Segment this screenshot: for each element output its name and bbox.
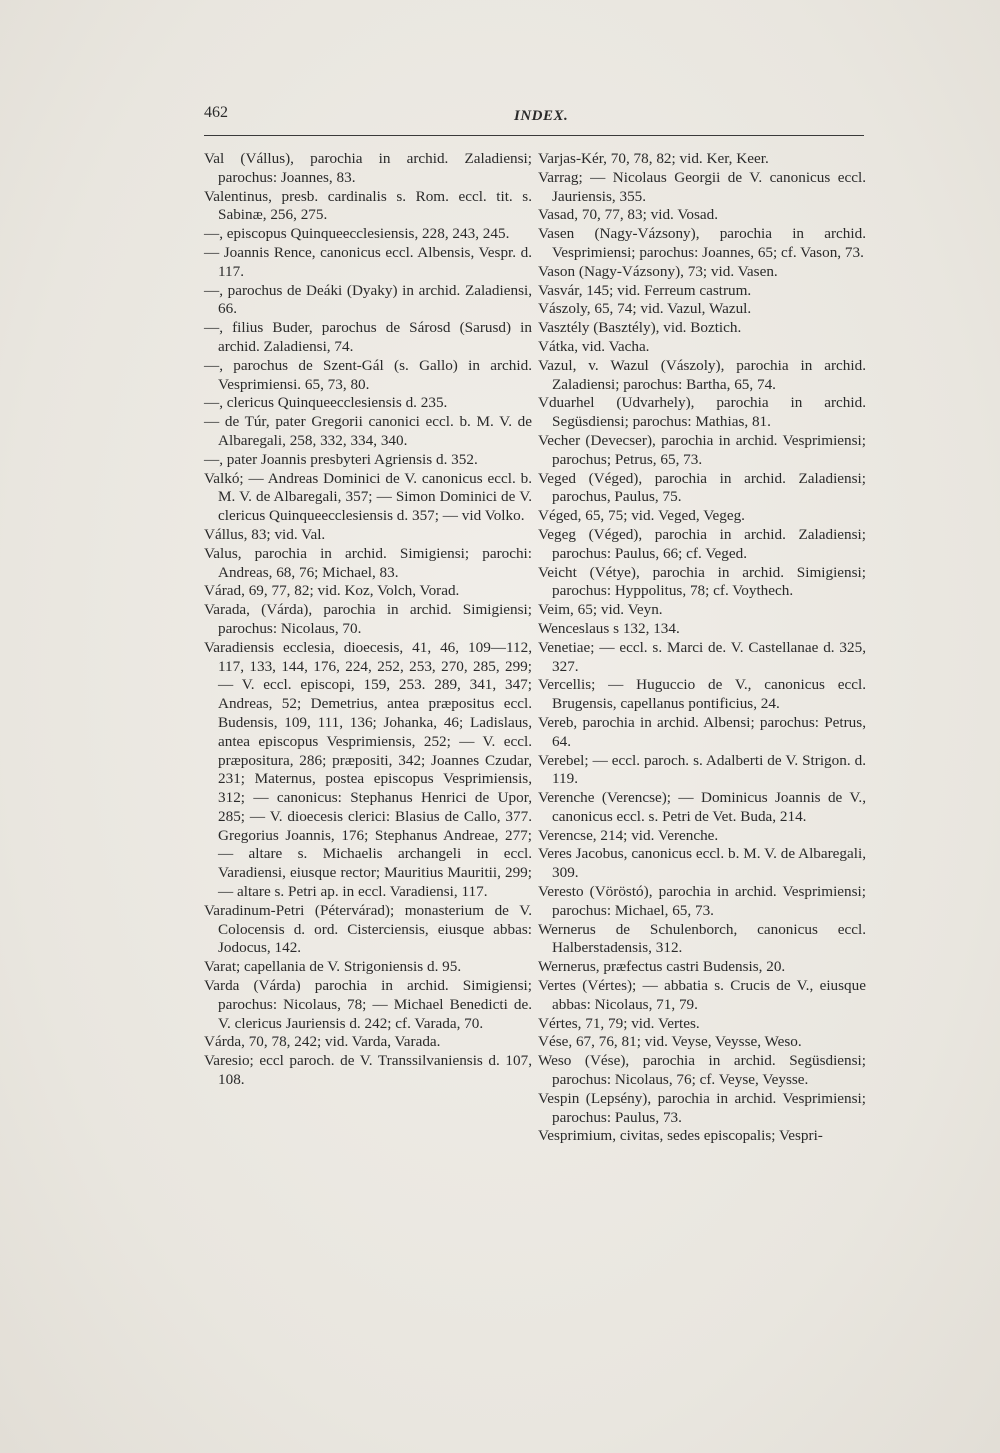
index-entry: Varada, (Várda), parochia in archid. Simigiensi; parochus: Nicolaus, 70. [204, 601, 532, 637]
index-entry: Vason (Nagy-Vázsony), 73; vid. Vasen. [538, 262, 778, 280]
right-index-column [538, 150, 866, 1146]
index-entry: —, clericus Quinqueecclesiensis d. 235. [204, 394, 448, 412]
index-entry: Véged, 65, 75; vid. Veged, Vegeg. [538, 507, 745, 525]
header-rule [204, 135, 864, 136]
index-entry: Vespin (Lepsény), parochia in archid. Vesprimiensi; parochus: Paulus, 73. [538, 1089, 866, 1126]
index-entry: Vereb, parochia in archid. Albensi; parochus: Petrus, 64. [538, 713, 866, 750]
index-entry: Varrag; — Nicolaus Georgii de V. canonicus eccl. Jauriensis, 355. [538, 168, 866, 205]
index-entry: Vasen (Nagy-Vázsony), parochia in archid. Vesprimiensi; parochus: Joannes, 65; cf. Vason, 73. [538, 225, 866, 261]
index-entry: —, parochus de Deáki (Dyaky) in archid. Zaladiensi, 66. [204, 281, 532, 318]
index-entry: — Joannis Rence, canonicus eccl. Albensis, Vespr. d. 117. [204, 243, 532, 280]
index-entry: Varadiensis ecclesia, dioecesis, 41, 46, 109—112, 117, 133, 144, 176, 224, 252, 253, 270, 285, 299; — V. eccl. episcopi, 159, 253. 289, 341, 347; Andreas, 52; Demetrius, antea præpositus eccl. Budensis, 109, 111, 136; Johanka, 46; Ladislaus, antea episcopus Vesprimiensis, 252; — V. eccl. præpositura, 286; præpositi, 342; Joannes Czudar, 231; Maternus, postea episcopus Vesprimiensis, 312; — canonicus: Stephanus Henrici de Upor, 285; — V. dioecesis clerici: Blasius de Callo, 377. Gregorius Joannis, 176; Stephanus Andreae, 277; — altare s. Michaelis archangeli in eccl. Varadiensi, eiusque rector; Mauritius Mauritii, 299; — altare s. Petri ap. in eccl. Varadiensi, 117. [204, 638, 532, 901]
index-entry: Wernerus de Schulenborch, canonicus eccl. Halberstadensis, 312. [538, 920, 866, 957]
index-entry: Varat; capellania de V. Strigoniensis d. 95. [204, 958, 462, 976]
index-entry: —, filius Buder, parochus de Sárosd (Sarusd) in archid. Zaladiensi, 74. [204, 319, 532, 355]
index-entry: Várda, 70, 78, 242; vid. Varda, Varada. [204, 1033, 441, 1051]
index-entry: Wenceslaus s 132, 134. [538, 619, 680, 637]
page-number: 462 [204, 104, 228, 121]
index-entry: Vegeg (Véged), parochia in archid. Zaladiensi; parochus: Paulus, 66; cf. Veged. [538, 525, 866, 562]
index-entry: Verebel; — eccl. paroch. s. Adalberti de V. Strigon. d. 119. [538, 751, 866, 788]
index-entry: Vállus, 83; vid. Val. [204, 525, 326, 543]
index-entry: Várad, 69, 77, 82; vid. Koz, Volch, Vorad. [204, 582, 460, 600]
index-entry: Vertes (Vértes); — abbatia s. Crucis de V., eiusque abbas: Nicolaus, 71, 79. [538, 977, 866, 1013]
index-entry: Verenche (Verencse); — Dominicus Joannis de V., canonicus eccl. s. Petri de Vet. Buda, 214. [538, 789, 866, 825]
page-header [204, 104, 864, 134]
index-entry: Vduarhel (Udvarhely), parochia in archid. Següsdiensi; parochus: Mathias, 81. [538, 394, 866, 431]
index-entry: Veged (Véged), parochia in archid. Zaladiensi; parochus, Paulus, 75. [538, 469, 866, 506]
index-entry: Vazul, v. Wazul (Vászoly), parochia in archid. Zaladiensi; parochus: Bartha, 65, 74. [538, 356, 866, 393]
index-entry: Veresto (Vöröstó), parochia in archid. Vesprimiensi; parochus: Michael, 65, 73. [538, 883, 866, 919]
index-entry: —, parochus de Szent-Gál (s. Gallo) in archid. Vesprimiensi. 65, 73, 80. [204, 356, 532, 393]
index-entry: Val (Vállus), parochia in archid. Zaladiensi; parochus: Joannes, 83. [204, 150, 532, 186]
index-entry: Varadinum-Petri (Pétervárad); monasterium de V. Colocensis d. ord. Cisterciensis, eiusque abbas: Jodocus, 142. [204, 901, 532, 957]
index-entry: Venetiae; — eccl. s. Marci de. V. Castellanae d. 325, 327. [538, 638, 866, 675]
index-entry: —, pater Joannis presbyteri Agriensis d. 352. [204, 450, 478, 468]
index-entry: Vasad, 70, 77, 83; vid. Vosad. [538, 206, 718, 224]
index-entry: Vesprimium, civitas, sedes episcopalis; Vespri- [538, 1127, 823, 1145]
index-entry: Vasvár, 145; vid. Ferreum castrum. [538, 281, 752, 299]
index-entry: Vecher (Devecser), parochia in archid. Vesprimiensi; parochus; Petrus, 65, 73. [538, 431, 866, 468]
index-entry: Valus, parochia in archid. Simigiensi; parochi: Andreas, 68, 76; Michael, 83. [204, 544, 532, 581]
index-entry: Vercellis; — Huguccio de V., canonicus eccl. Brugensis, capellanus pontificius, 24. [538, 676, 866, 713]
index-entry: Vászoly, 65, 74; vid. Vazul, Wazul. [538, 300, 752, 318]
index-entry: Verencse, 214; vid. Verenche. [538, 826, 719, 844]
index-entry: Veicht (Vétye), parochia in archid. Simigiensi; parochus: Hyppolitus, 78; cf. Voythech. [538, 563, 866, 600]
left-index-column [204, 150, 532, 1090]
index-entry: Veres Jacobus, canonicus eccl. b. M. V. de Albaregali, 309. [538, 845, 866, 882]
index-entry: Vátka, vid. Vacha. [538, 337, 650, 355]
index-entry: Varjas-Kér, 70, 78, 82; vid. Ker, Keer. [538, 150, 769, 167]
index-entry: Valentinus, presb. cardinalis s. Rom. eccl. tit. s. Sabinæ, 256, 275. [204, 187, 532, 224]
index-entry: —, episcopus Quinqueecclesiensis, 228, 243, 245. [204, 225, 510, 243]
index-entry: Weso (Vése), parochia in archid. Següsdiensi; parochus: Nicolaus, 76; cf. Veyse, Veysse. [538, 1052, 866, 1089]
index-entry: Varda (Várda) parochia in archid. Simigiensi; parochus: Nicolaus, 78; — Michael Benedicti de. V. clericus Jauriensis d. 242; cf. Varada, 70. [204, 977, 532, 1032]
index-entry: Wernerus, præfectus castri Budensis, 20. [538, 958, 786, 976]
running-title: INDEX. [514, 108, 569, 124]
index-entry: — de Túr, pater Gregorii canonici eccl. b. M. V. de Albaregali, 258, 332, 334, 340. [204, 413, 532, 449]
index-entry: Vasztély (Basztély), vid. Boztich. [538, 319, 742, 337]
index-entry: Varesio; eccl paroch. de V. Transsilvaniensis d. 107, 108. [204, 1052, 532, 1089]
index-entry: Vértes, 71, 79; vid. Vertes. [538, 1014, 700, 1032]
index-entry: Valkó; — Andreas Dominici de V. canonicus eccl. b. M. V. de Albaregali, 357; — Simon Dominici de V. clericus Quinqueecclesiensis d. 357; — vid Volko. [204, 469, 532, 525]
index-entry: Vése, 67, 76, 81; vid. Veyse, Veysse, Weso. [538, 1033, 802, 1051]
index-entry: Veim, 65; vid. Veyn. [538, 601, 663, 619]
